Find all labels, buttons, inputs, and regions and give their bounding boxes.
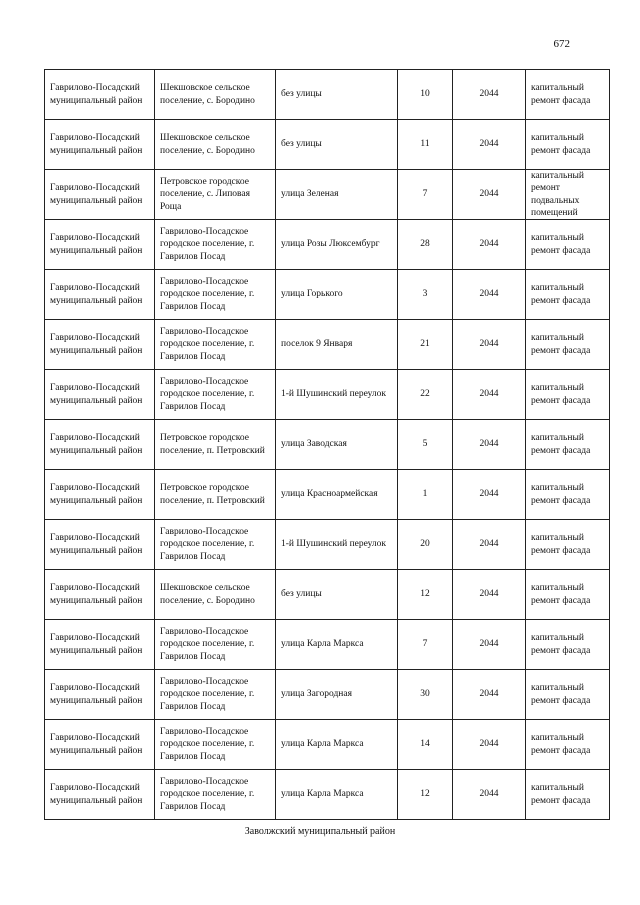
table-row	[45, 770, 610, 820]
settlement-cell: Петровское городское поселение, с. Липовая Роща	[155, 170, 276, 220]
street-cell: без улицы	[276, 70, 398, 120]
district-cell: Гаврилово-Посадский муниципальный район	[45, 470, 155, 520]
district-cell: Гаврилово-Посадский муниципальный район	[45, 370, 155, 420]
work-type-cell: капитальный ремонт подвальных помещений	[526, 170, 610, 220]
section-caption: Заволжский муниципальный район	[244, 826, 396, 837]
year-cell: 2044	[453, 170, 526, 220]
settlement-cell: Гаврилово-Посадское городское поселение, г. Гаврилов Посад	[155, 370, 276, 420]
district-cell: Гаврилово-Посадский муниципальный район	[45, 70, 155, 120]
house-number-cell: 28	[398, 220, 453, 270]
house-number-cell: 21	[398, 320, 453, 370]
settlement-cell: Шекшовское сельское поселение, с. Бородино	[155, 570, 276, 620]
settlement-cell: Гаврилово-Посадское городское поселение, г. Гаврилов Посад	[155, 620, 276, 670]
street-cell: без улицы	[276, 120, 398, 170]
street-cell: улица Карла Маркса	[276, 720, 398, 770]
house-number-cell: 1	[398, 470, 453, 520]
house-number-cell: 30	[398, 670, 453, 720]
settlement-cell: Гаврилово-Посадское городское поселение, г. Гаврилов Посад	[155, 220, 276, 270]
work-type-cell: капитальный ремонт фасада	[526, 370, 610, 420]
settlement-cell: Петровское городское поселение, п. Петровский	[155, 470, 276, 520]
settlement-cell: Гаврилово-Посадское городское поселение, г. Гаврилов Посад	[155, 770, 276, 820]
settlement-cell: Гаврилово-Посадское городское поселение, г. Гаврилов Посад	[155, 720, 276, 770]
year-cell: 2044	[453, 720, 526, 770]
year-cell: 2044	[453, 520, 526, 570]
table-row	[45, 520, 610, 570]
work-type-cell: капитальный ремонт фасада	[526, 220, 610, 270]
work-type-cell: капитальный ремонт фасада	[526, 320, 610, 370]
work-type-cell: капитальный ремонт фасада	[526, 770, 610, 820]
house-number-cell: 11	[398, 120, 453, 170]
house-number-cell: 22	[398, 370, 453, 420]
table-row	[45, 420, 610, 470]
work-type-cell: капитальный ремонт фасада	[526, 670, 610, 720]
street-cell: без улицы	[276, 570, 398, 620]
street-cell: 1-й Шушинский переулок	[276, 520, 398, 570]
house-number-cell: 5	[398, 420, 453, 470]
year-cell: 2044	[453, 220, 526, 270]
district-cell: Гаврилово-Посадский муниципальный район	[45, 420, 155, 470]
year-cell: 2044	[453, 120, 526, 170]
year-cell: 2044	[453, 70, 526, 120]
settlement-cell: Гаврилово-Посадское городское поселение, г. Гаврилов Посад	[155, 320, 276, 370]
table-row	[45, 620, 610, 670]
settlement-cell: Гаврилово-Посадское городское поселение, г. Гаврилов Посад	[155, 670, 276, 720]
street-cell: улица Загородная	[276, 670, 398, 720]
district-cell: Гаврилово-Посадский муниципальный район	[45, 270, 155, 320]
district-cell: Гаврилово-Посадский муниципальный район	[45, 220, 155, 270]
settlement-cell: Гаврилово-Посадское городское поселение, г. Гаврилов Посад	[155, 270, 276, 320]
settlement-cell: Шекшовское сельское поселение, с. Бородино	[155, 70, 276, 120]
table-row	[45, 320, 610, 370]
house-number-cell: 3	[398, 270, 453, 320]
year-cell: 2044	[453, 570, 526, 620]
house-number-cell: 12	[398, 570, 453, 620]
work-type-cell: капитальный ремонт фасада	[526, 520, 610, 570]
table-row	[45, 720, 610, 770]
settlement-cell: Петровское городское поселение, п. Петровский	[155, 420, 276, 470]
street-cell: улица Карла Маркса	[276, 770, 398, 820]
year-cell: 2044	[453, 670, 526, 720]
district-cell: Гаврилово-Посадский муниципальный район	[45, 520, 155, 570]
settlement-cell: Гаврилово-Посадское городское поселение, г. Гаврилов Посад	[155, 520, 276, 570]
table-row	[45, 670, 610, 720]
district-cell: Гаврилово-Посадский муниципальный район	[45, 120, 155, 170]
street-cell: улица Красноармейская	[276, 470, 398, 520]
street-cell: поселок 9 Января	[276, 320, 398, 370]
table-row	[45, 370, 610, 420]
house-number-cell: 12	[398, 770, 453, 820]
table-row	[45, 570, 610, 620]
work-type-cell: капитальный ремонт фасада	[526, 70, 610, 120]
table-row	[45, 270, 610, 320]
work-type-cell: капитальный ремонт фасада	[526, 420, 610, 470]
table-row	[45, 120, 610, 170]
street-cell: улица Карла Маркса	[276, 620, 398, 670]
district-cell: Гаврилово-Посадский муниципальный район	[45, 320, 155, 370]
year-cell: 2044	[453, 470, 526, 520]
house-number-cell: 7	[398, 170, 453, 220]
street-cell: улица Зеленая	[276, 170, 398, 220]
street-cell: улица Розы Люксембург	[276, 220, 398, 270]
registry-table	[44, 69, 610, 820]
year-cell: 2044	[453, 320, 526, 370]
work-type-cell: капитальный ремонт фасада	[526, 470, 610, 520]
table-row	[45, 70, 610, 120]
district-cell: Гаврилово-Посадский муниципальный район	[45, 170, 155, 220]
year-cell: 2044	[453, 770, 526, 820]
year-cell: 2044	[453, 270, 526, 320]
page-number: 672	[553, 38, 570, 50]
district-cell: Гаврилово-Посадский муниципальный район	[45, 720, 155, 770]
settlement-cell: Шекшовское сельское поселение, с. Бородино	[155, 120, 276, 170]
district-cell: Гаврилово-Посадский муниципальный район	[45, 570, 155, 620]
district-cell: Гаврилово-Посадский муниципальный район	[45, 620, 155, 670]
district-cell: Гаврилово-Посадский муниципальный район	[45, 670, 155, 720]
house-number-cell: 14	[398, 720, 453, 770]
table-row	[45, 170, 610, 220]
year-cell: 2044	[453, 420, 526, 470]
table-row	[45, 470, 610, 520]
work-type-cell: капитальный ремонт фасада	[526, 570, 610, 620]
work-type-cell: капитальный ремонт фасада	[526, 120, 610, 170]
year-cell: 2044	[453, 370, 526, 420]
table-row	[45, 220, 610, 270]
work-type-cell: капитальный ремонт фасада	[526, 270, 610, 320]
year-cell: 2044	[453, 620, 526, 670]
house-number-cell: 10	[398, 70, 453, 120]
district-cell: Гаврилово-Посадский муниципальный район	[45, 770, 155, 820]
house-number-cell: 20	[398, 520, 453, 570]
work-type-cell: капитальный ремонт фасада	[526, 620, 610, 670]
street-cell: 1-й Шушинский переулок	[276, 370, 398, 420]
street-cell: улица Горького	[276, 270, 398, 320]
house-number-cell: 7	[398, 620, 453, 670]
work-type-cell: капитальный ремонт фасада	[526, 720, 610, 770]
street-cell: улица Заводская	[276, 420, 398, 470]
